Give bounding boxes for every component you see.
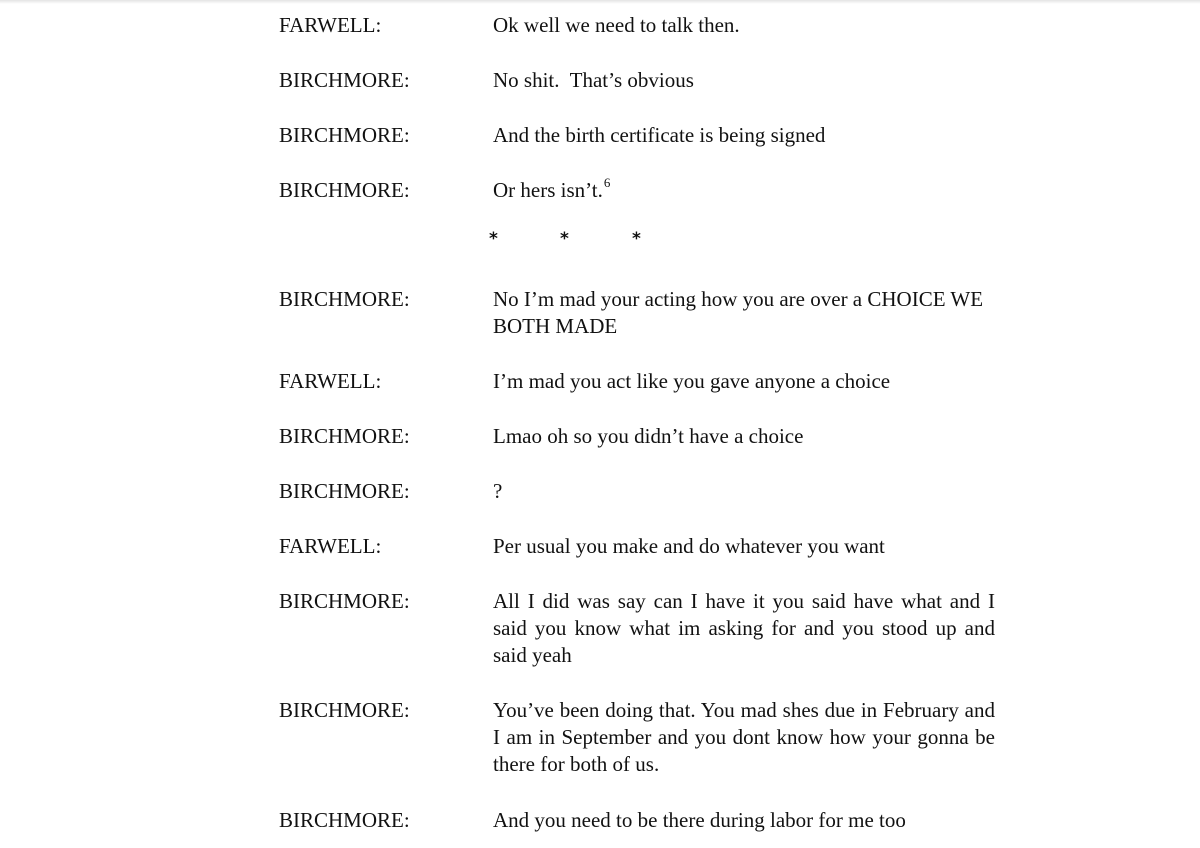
separator-asterisk: * [489,229,498,249]
message-text: Ok well we need to talk then. [493,13,740,37]
speaker-label: BIRCHMORE: [279,424,410,448]
message-text: ? [493,479,503,503]
speaker-label: BIRCHMORE: [279,589,410,613]
message-text: And the birth certificate is being signed [493,123,826,147]
speaker-label: BIRCHMORE: [279,287,410,311]
message-text: And you need to be there during labor for me too [493,808,906,832]
speaker-label: BIRCHMORE: [279,808,410,832]
message-text [493,177,995,204]
message-text: No I’m mad your acting how you are over a CHOICE WE BOTH MADE [493,287,984,338]
message-text: I’m mad you act like you gave anyone a choice [493,369,891,393]
speaker-label: BIRCHMORE: [279,123,410,147]
message-text: Per usual you make and do whatever you want [493,534,885,558]
footnote-marker: 6 [603,175,611,190]
speaker-label: FARWELL: [279,13,382,37]
message-text: All I did was say can I have it you said have what and I said you know what im asking for and you stood up and said yeah [493,589,995,667]
message-text: No shit. That’s obvious [493,68,694,92]
message-text-body: Or hers isn’t. [493,178,603,202]
separator-asterisk: * [632,229,641,249]
speaker-label: BIRCHMORE: [279,178,410,202]
speaker-label: FARWELL: [279,369,382,393]
separator-asterisk: * [560,229,569,249]
speaker-label: BIRCHMORE: [279,68,410,92]
message-text: You’ve been doing that. You mad shes due in February and I am in September and you dont know how your gonna be there for both of us. [493,698,995,776]
section-separator [0,229,1200,253]
speaker-label: FARWELL: [279,534,382,558]
message-text: Lmao oh so you didn’t have a choice [493,424,804,448]
speaker-label: BIRCHMORE: [279,698,410,722]
speaker-label: BIRCHMORE: [279,479,410,503]
